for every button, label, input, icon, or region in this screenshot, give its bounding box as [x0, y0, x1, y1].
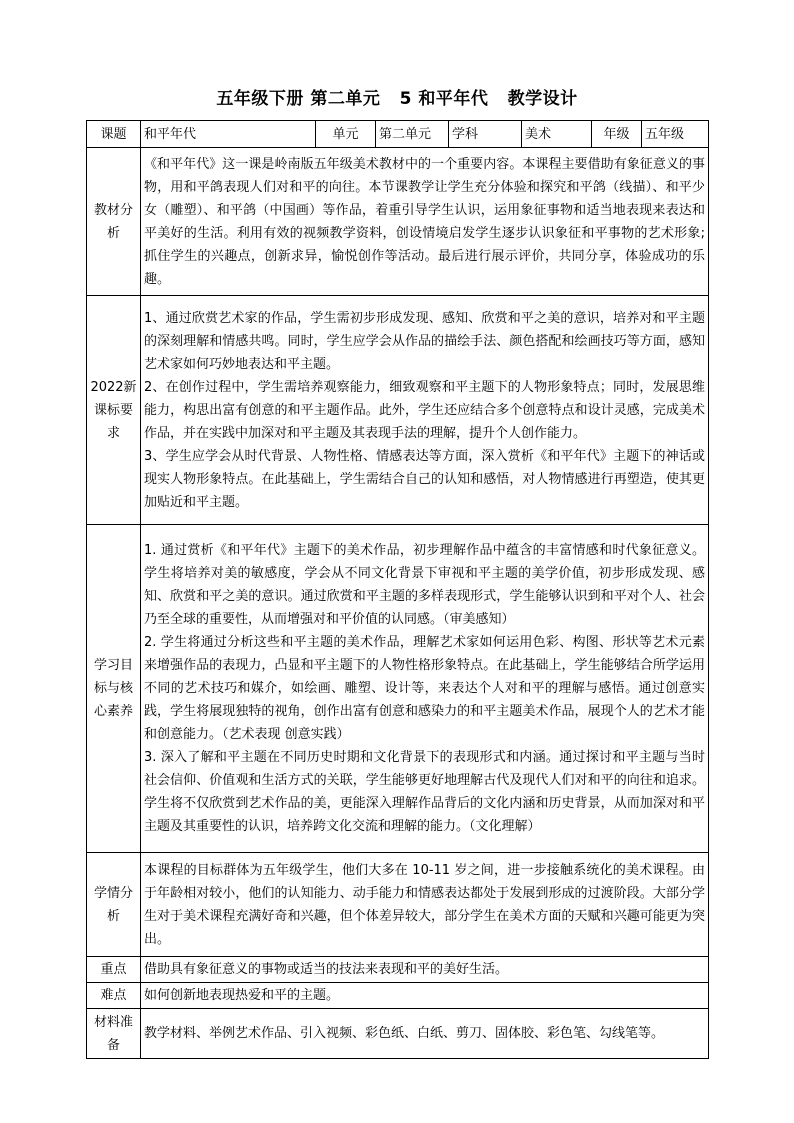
standards-row [87, 296, 709, 525]
textbook-analysis-row [87, 148, 709, 296]
paragraph: 2、在创作过程中，学生需培养观察能力，细致观察和平主题下的人物形象特点；同时，发展思维能力，构思出富有创意的和平主题作品。此外，学生还应结合多个创意特点和设计灵感，完成美术作品，并在实践中加深对和平主题及其表现手法的理解，提升个人创作能力。 [144, 379, 705, 441]
paragraph: 2. 学生将通过分析这些和平主题的美术作品，理解艺术家如何运用色彩、构图、形状等艺术元素来增强作品的表现力，凸显和平主题下的人物性格形象特点。在此基础上，学生能够结合所学运用不同的艺术技巧和媒介，如绘画、雕塑、设计等，来表达个人对和平的理解与感悟。通过创意实践，学生将展现独特的视角，创作出富有创意和感染力的和平主题美术作品，展现个人的艺术才能和创意能力。（艺术表现 创意实践） [144, 635, 705, 742]
difficulty-row [87, 983, 709, 1009]
objectives-label: 学习目标与核心素养 [87, 525, 141, 853]
paragraph: 本课程的目标群体为五年级学生，他们大多在 10-11 岁之间，进一步接触系统化的美术课程。由于年龄相对较小，他们的认知能力、动手能力和情感表达都处于发展到形成的过渡阶段。大部分学生对于美术课程充满好奇和兴趣，但个体差异较大，部分学生在美术方面的天赋和兴趣可能更为突出。 [144, 862, 705, 947]
paragraph: 《和平年代》这一课是岭南版五年级美术教材中的一个重要内容。本课程主要借助有象征意义的事物，用和平鸽表现人们对和平的向往。本节课教学让学生充分体验和探究和平鸽（线描）、和平少女（雕塑）、和平鸽（中国画）等作品，着重引导学生认识，运用象征事物和适当地表现来表达和平美好的生活。利用有效的视频教学资料，创设情境启发学生逐步认识象征和平事物的艺术形象;抓住学生的兴趣点，创新求异，愉悦创作等活动。最后进行展示评价，共同分享，体验成功的乐趣。 [144, 156, 705, 287]
objectives-content [141, 525, 709, 853]
student-analysis-content [141, 853, 709, 957]
header-row [87, 121, 709, 148]
paragraph: 1、通过欣赏艺术家的作品，学生需初步形成发现、感知、欣赏和平之美的意识，培养对和平主题的深刻理解和情感共鸣。同时，学生应学会从作品的描绘手法、颜色搭配和绘画技巧等方面，感知艺术家如何巧妙地表达和平主题。 [144, 310, 705, 372]
difficulty-label: 难点 [87, 983, 141, 1009]
textbook-analysis-label: 教材分析 [87, 148, 141, 296]
key-point-label: 重点 [87, 957, 141, 983]
key-point-content: 借助具有象征意义的事物或适当的技法来表现和平的美好生活。 [141, 957, 709, 983]
topic-value: 和平年代 [141, 121, 316, 148]
student-analysis-label: 学情分析 [87, 853, 141, 957]
document-title: 五年级下册 第二单元 5 和平年代 教学设计 [216, 89, 578, 109]
paragraph: 3、学生应学会从时代背景、人物性格、情感表达等方面，深入赏析《和平年代》主题下的神话或现实人物形象特点。在此基础上，学生需结合自己的认知和感悟，对人物情感进行再塑造，使其更加贴近和平主题。 [144, 448, 705, 510]
standards-content [141, 296, 709, 525]
topic-label: 课题 [87, 121, 141, 148]
subject-label: 学科 [449, 121, 522, 148]
unit-value: 第二单元 [376, 121, 449, 148]
materials-content: 教学材料、举例艺术作品、引入视频、彩色纸、白纸、剪刀、固体胶、彩色笔、勾线笔等。 [141, 1009, 709, 1059]
paragraph: 1. 通过赏析《和平年代》主题下的美术作品，初步理解作品中蕴含的丰富情感和时代象征意义。学生将培养对美的敏感度，学会从不同文化背景下审视和平主题的美学价值，初步形成发现、感知、欣赏和平之美的意识。通过欣赏和平主题的多样表现形式，学生能够认识到和平对个人、社会乃至全球的重要性，从而增强对和平价值的认同感。（审美感知） [144, 543, 705, 627]
textbook-analysis-content [141, 148, 709, 296]
difficulty-content: 如何创新地表现热爱和平的主题。 [141, 983, 709, 1009]
subject-value: 美术 [522, 121, 592, 148]
grade-label: 年级 [592, 121, 642, 148]
key-point-row [87, 957, 709, 983]
grade-value: 五年级 [642, 121, 709, 148]
paragraph: 3. 深入了解和平主题在不同历史时期和文化背景下的表现形式和内涵。通过探讨和平主题与当时社会信仰、价值观和生活方式的关联，学生能够更好地理解古代及现代人们对和平的向往和追求。学生将不仅欣赏到艺术作品的美，更能深入理解作品背后的文化内涵和历史背景，从而加深对和平主题及其重要性的认识，培养跨文化交流和理解的能力。（文化理解） [144, 750, 705, 834]
objectives-row [87, 525, 709, 853]
standards-label: 2022新课标要求 [87, 296, 141, 525]
materials-label: 材料准备 [87, 1009, 141, 1059]
unit-label: 单元 [316, 121, 376, 148]
lesson-plan-table [86, 120, 709, 1059]
student-analysis-row [87, 853, 709, 957]
materials-row [87, 1009, 709, 1059]
